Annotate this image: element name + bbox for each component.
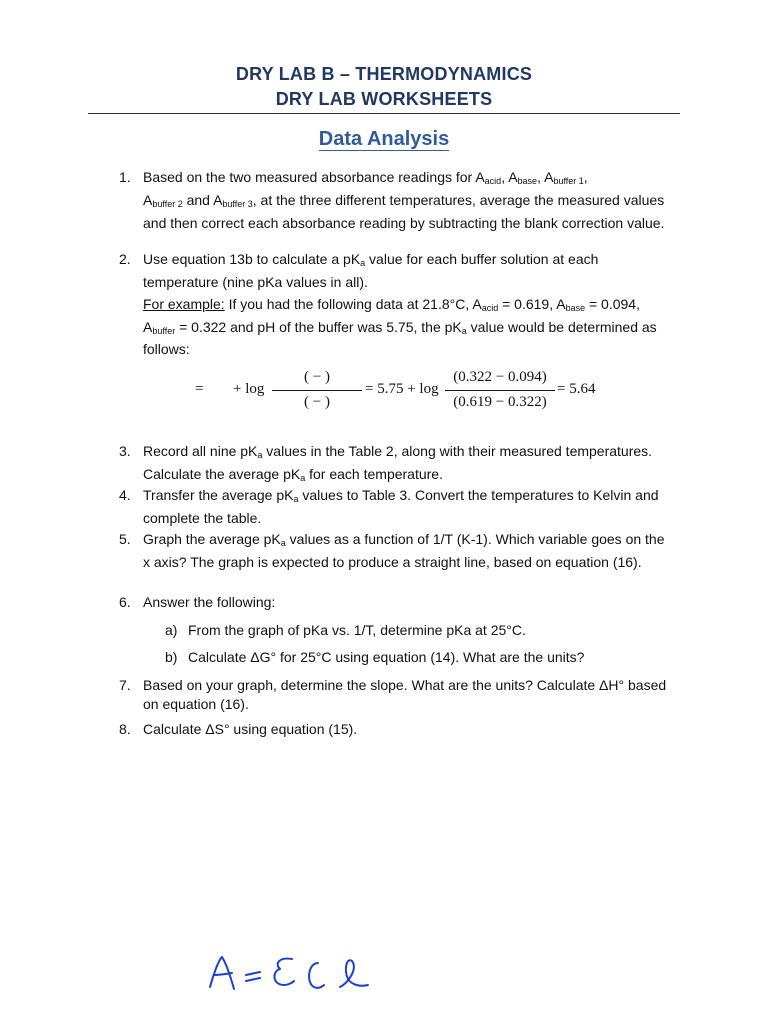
item-number: 4.: [119, 487, 131, 503]
item-number: 5.: [119, 531, 131, 547]
item-text: values to Table 3. Convert the temperatures to Kelvin and complete the table.: [143, 487, 659, 526]
section-title-text: Data Analysis: [318, 128, 450, 150]
item-text: A: [143, 192, 153, 208]
header-title-line2: DRY LAB WORKSHEETS: [275, 89, 493, 109]
section-title: [0, 128, 768, 151]
item-number: 3.: [119, 443, 131, 459]
item-text: If you had the following data at 21.8°C, A: [224, 296, 482, 312]
eq-fraction1-numerator: ( − ): [304, 369, 330, 385]
item-number: 2.: [119, 251, 131, 267]
item-text: = 0.094, A: [143, 296, 640, 335]
subscript: base: [517, 176, 538, 186]
example-paragraph: [143, 295, 673, 359]
item-text: = 0.619, A: [498, 296, 566, 312]
item-text: Use equation 13b to calculate a pK: [143, 251, 361, 267]
item-number: 7.: [119, 677, 131, 693]
list-item-6a: [165, 621, 668, 640]
eq-fraction1-bar: [272, 390, 362, 391]
eq-result: = 5.64: [557, 381, 596, 397]
subscript: a: [280, 538, 286, 548]
item-text: values in the Table 2, along with their measured temperatures. Calculate the average pK: [143, 443, 653, 482]
eq-plus-log: + log: [233, 381, 265, 397]
subscript: acid: [481, 303, 499, 313]
list-item-6b: [165, 648, 668, 667]
item-text: Transfer the average pK: [143, 487, 294, 503]
subscript: buffer: [152, 325, 176, 336]
subscript: a: [300, 473, 306, 483]
eq-middle: = 5.75 + log: [365, 381, 439, 397]
list-item-6: [119, 593, 673, 612]
list-item-3: [119, 442, 673, 488]
eq-equals: =: [195, 381, 204, 397]
subscript: buffer 2: [152, 199, 183, 209]
item-text: ,: [583, 169, 588, 185]
item-number: 1.: [119, 169, 131, 185]
header-divider: [88, 113, 680, 114]
list-item-1: [119, 168, 673, 233]
item-text: Answer the following:: [143, 594, 276, 610]
item-number: b): [165, 649, 178, 665]
item-text: Calculate ΔS° using equation (15).: [143, 721, 358, 737]
item-text: values as a function of 1/T (K-1). Which variable goes on the x axis? The graph is expected to produce a straight line, based on equation (16).: [143, 531, 665, 570]
item-text: value would be determined as follows:: [143, 318, 657, 357]
subscript: buffer 3: [222, 199, 253, 209]
list-item-2: [119, 250, 673, 292]
item-text: From the graph of pKa vs. 1/T, determine pKa at 25°C.: [188, 622, 526, 638]
item-text: Record all nine pK: [143, 443, 258, 459]
item-text: , at the three different temperatures, average the measured values and then correct each absorbance reading by subtracting the blank correction value.: [143, 192, 665, 231]
eq-fraction1-denominator: ( − ): [304, 394, 330, 410]
item-text: , A: [501, 169, 518, 185]
handwritten-formula: [200, 945, 380, 1005]
subscript: acid: [484, 176, 502, 186]
subscript: buffer 1: [553, 176, 584, 186]
item-text: Based on your graph, determine the slope. What are the units? Calculate ΔH° based on equation (16).: [143, 677, 667, 712]
list-item-8: [119, 720, 673, 739]
item-text: , A: [537, 169, 554, 185]
eq-fraction2-denominator: (0.619 − 0.322): [453, 394, 547, 410]
list-item-7: [119, 676, 673, 714]
item-text: Calculate ΔG° for 25°C using equation (14). What are the units?: [188, 649, 585, 665]
item-number: 6.: [119, 594, 131, 610]
item-number: 8.: [119, 721, 131, 737]
item-number: a): [165, 622, 178, 638]
eq-fraction2-numerator: (0.322 − 0.094): [453, 369, 547, 385]
example-label: For example:: [143, 296, 225, 312]
subscript: a: [257, 450, 263, 460]
subscript: a: [461, 325, 467, 336]
header-title-line1: DRY LAB B – THERMODYNAMICS: [235, 64, 533, 84]
subscript: a: [360, 258, 366, 268]
eq-fraction2-bar: [445, 390, 555, 391]
item-text: and A: [182, 192, 223, 208]
item-text: for each temperature.: [305, 466, 443, 482]
subscript: a: [293, 494, 299, 504]
list-item-5: [119, 530, 673, 572]
list-item-4: [119, 486, 673, 528]
item-text: = 0.322 and pH of the buffer was 5.75, the pK: [175, 318, 462, 335]
subscript: base: [565, 303, 586, 313]
item-text: Graph the average pK: [143, 531, 281, 547]
item-text: value for each buffer solution at each temperature (nine pKa values in all).: [143, 251, 599, 290]
item-text: Based on the two measured absorbance readings for A: [143, 169, 485, 185]
